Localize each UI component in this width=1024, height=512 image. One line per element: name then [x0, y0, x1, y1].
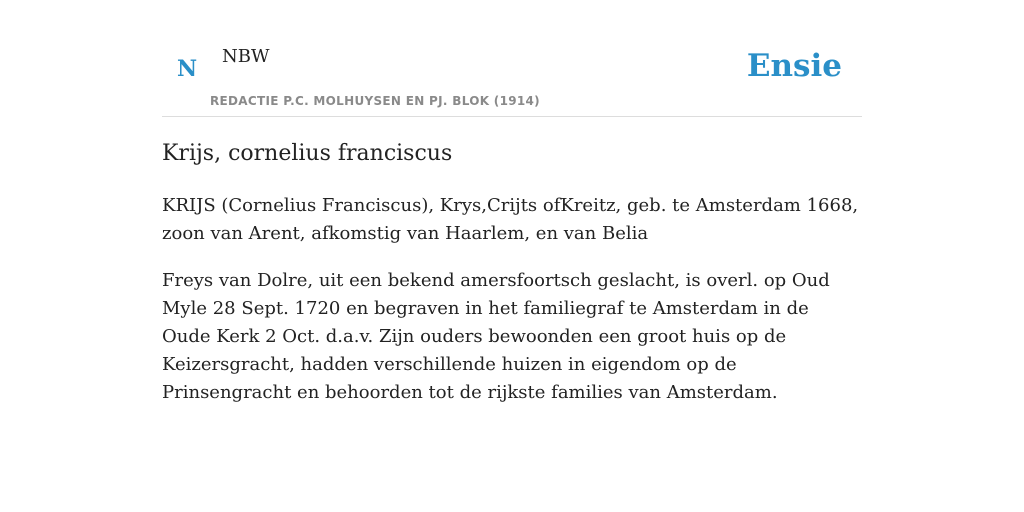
brand-logo-link[interactable]: Ensie [746, 48, 842, 84]
article [162, 138, 862, 407]
article-paragraph: KRIJS (Cornelius Franciscus), Krys,Crijts ofKreitz, geb. te Amsterdam 1668, zoon van Arent, afkomstig van Haarlem, en van Belia [162, 195, 859, 244]
article-title: Krijs, cornelius franciscus [162, 141, 453, 166]
source-logo: N [177, 56, 198, 82]
source-name[interactable]: NBW [222, 46, 270, 67]
source-header [162, 0, 862, 117]
article-paragraph: Freys van Dolre, uit een bekend amersfoortsch geslacht, is overl. op Oud Myle 28 Sept. 1720 en begraven in het familiegraf te Amsterdam in de Oude Kerk 2 Oct. d.a.v. Zijn ouders bewoonden een groot huis op de Keizersgracht, hadden verschillende huizen in eigendom op de Prinsengracht en behoorden tot de rijkste families van Amsterdam. [162, 270, 830, 403]
source-subtitle: REDACTIE P.C. MOLHUYSEN EN PJ. BLOK (1914) [210, 94, 540, 108]
